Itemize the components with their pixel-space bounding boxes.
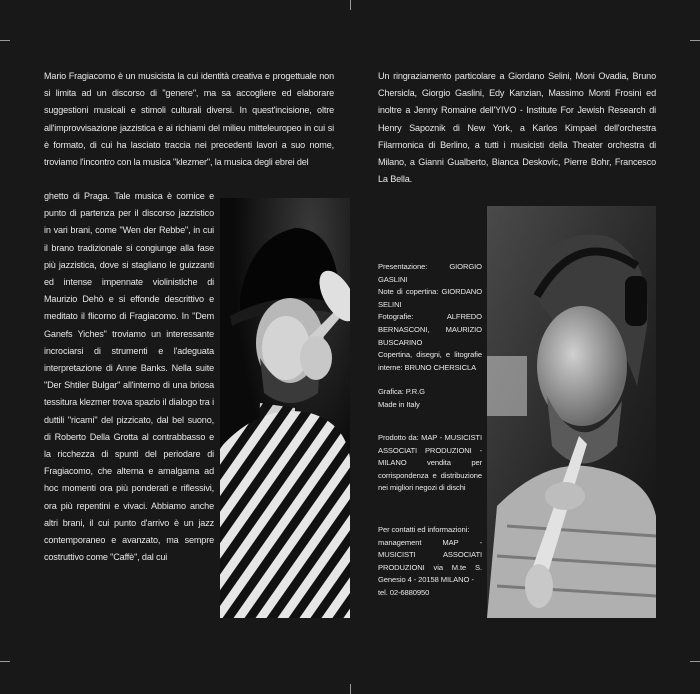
intro-paragraph: Mario Fragiacomo è un musicista la cui identità creativa e progettuale non si limita ad un discorso di "genere", ma sa accogliere ed elaborare suggestioni musicali e stimoli culturali diversi. In quest'incisione, oltre all'improvvisazione jazzistica e ai richiami del milieu mitteleuropeo in cui si è formato, di cui ha lasciato traccia nei precedenti lavori a suo nome, troviamo l'incontro con la musica "klezmer", la musica degli ebrei del <box>44 71 334 168</box>
contact-line: management MAP - MUSICISTI ASSOCIATI PRODUZIONI via M.te S. Genesio 4 - 20158 MILANO - <box>378 537 482 585</box>
column-paragraph: ghetto di Praga. Tale musica è cornice e punto di partenza per il discorso jazzistico in vari brani, come "Wen der Rebbe", in cui il brano tradizionale si congiunge alla fase più jazzistica, dove si stagliano le guizzanti ed intense impennate violinistiche di Maurizio Dehò e si effonde descrittivo e meditato il flicorno di Fragiacomo. In "Dem Ganefs Yiches" troviamo un interessante incrociarsi di strumenti e l'adeguata interpretazione di Anne Banks. Nella suite "Der Shtiler Bulgar" all'interno di una briosa tessitura klezmer trova spazio il dialogo tra i duttili "ricami" del pizzicato, dal bel suono, di Roberto Della Grotta al contrabbasso e la ricchezza di spunti del periodare di Fragiacomo, che alterna e amalgama ad hoc momenti ora più ponderati e riflessivi, ora più repentini e vivaci. Abbiamo anche altri brani, il cui punto d'arrivo è un jazz contemporaneo e avanzato, ma sempre costruttivo come "Caffè", dal cui <box>44 191 214 563</box>
crop-mark <box>690 40 700 41</box>
credit-line: Presentazione: GIORGIO GASLINI <box>378 262 482 284</box>
crop-mark <box>0 40 10 41</box>
contact-line: tel. 02-6880950 <box>378 587 430 597</box>
credits-block <box>378 261 482 374</box>
credit-line: Fotografie: ALFREDO BERNASCONI, MAURIZIO BUSCARINO <box>378 312 482 347</box>
crop-mark <box>350 684 351 694</box>
crop-mark <box>0 661 10 662</box>
credit-line: Made in Italy <box>378 399 420 409</box>
credit-line: Grafica: P.R.G <box>378 387 425 396</box>
photo-musician-with-hat <box>220 198 350 618</box>
contact-block <box>378 524 482 600</box>
producer-credit: Prodotto da: MAP - MUSICISTI ASSOCIATI PRODUZIONI - MILANO vendita per corrispondenza e distribuzione nei migliori negozi di dischi <box>378 433 482 493</box>
contact-line: Per contatti ed informazioni: <box>378 525 470 534</box>
crop-mark <box>350 0 351 10</box>
photo-musician-with-headphones <box>487 206 656 618</box>
crop-mark <box>690 661 700 662</box>
thanks-paragraph: Un ringraziamento particolare a Giordano Selini, Moni Ovadia, Bruno Chersicla, Giorgio Gaslini, Edy Kanzian, Massimo Monti Frosini ed inoltre a Jenny Romaine dell'YIVO - Institute For Jewish Research di Henry Sapoznik di New York, a Karlos Kimpael dell'orchestra Filarmonica di Berlino, a tutti i musicisti della Theater orchestra di Milano, a Gianni Gualberto, Bianca Deskovic, Pierre Bohr, Francesco La Bella. <box>378 71 656 185</box>
credit-line: Note di copertina: GIORDANO SELINI <box>378 287 482 309</box>
credit-line: Copertina, disegni, e litografie interne: BRUNO CHERSICLA <box>378 350 482 372</box>
credits-block <box>378 386 482 411</box>
